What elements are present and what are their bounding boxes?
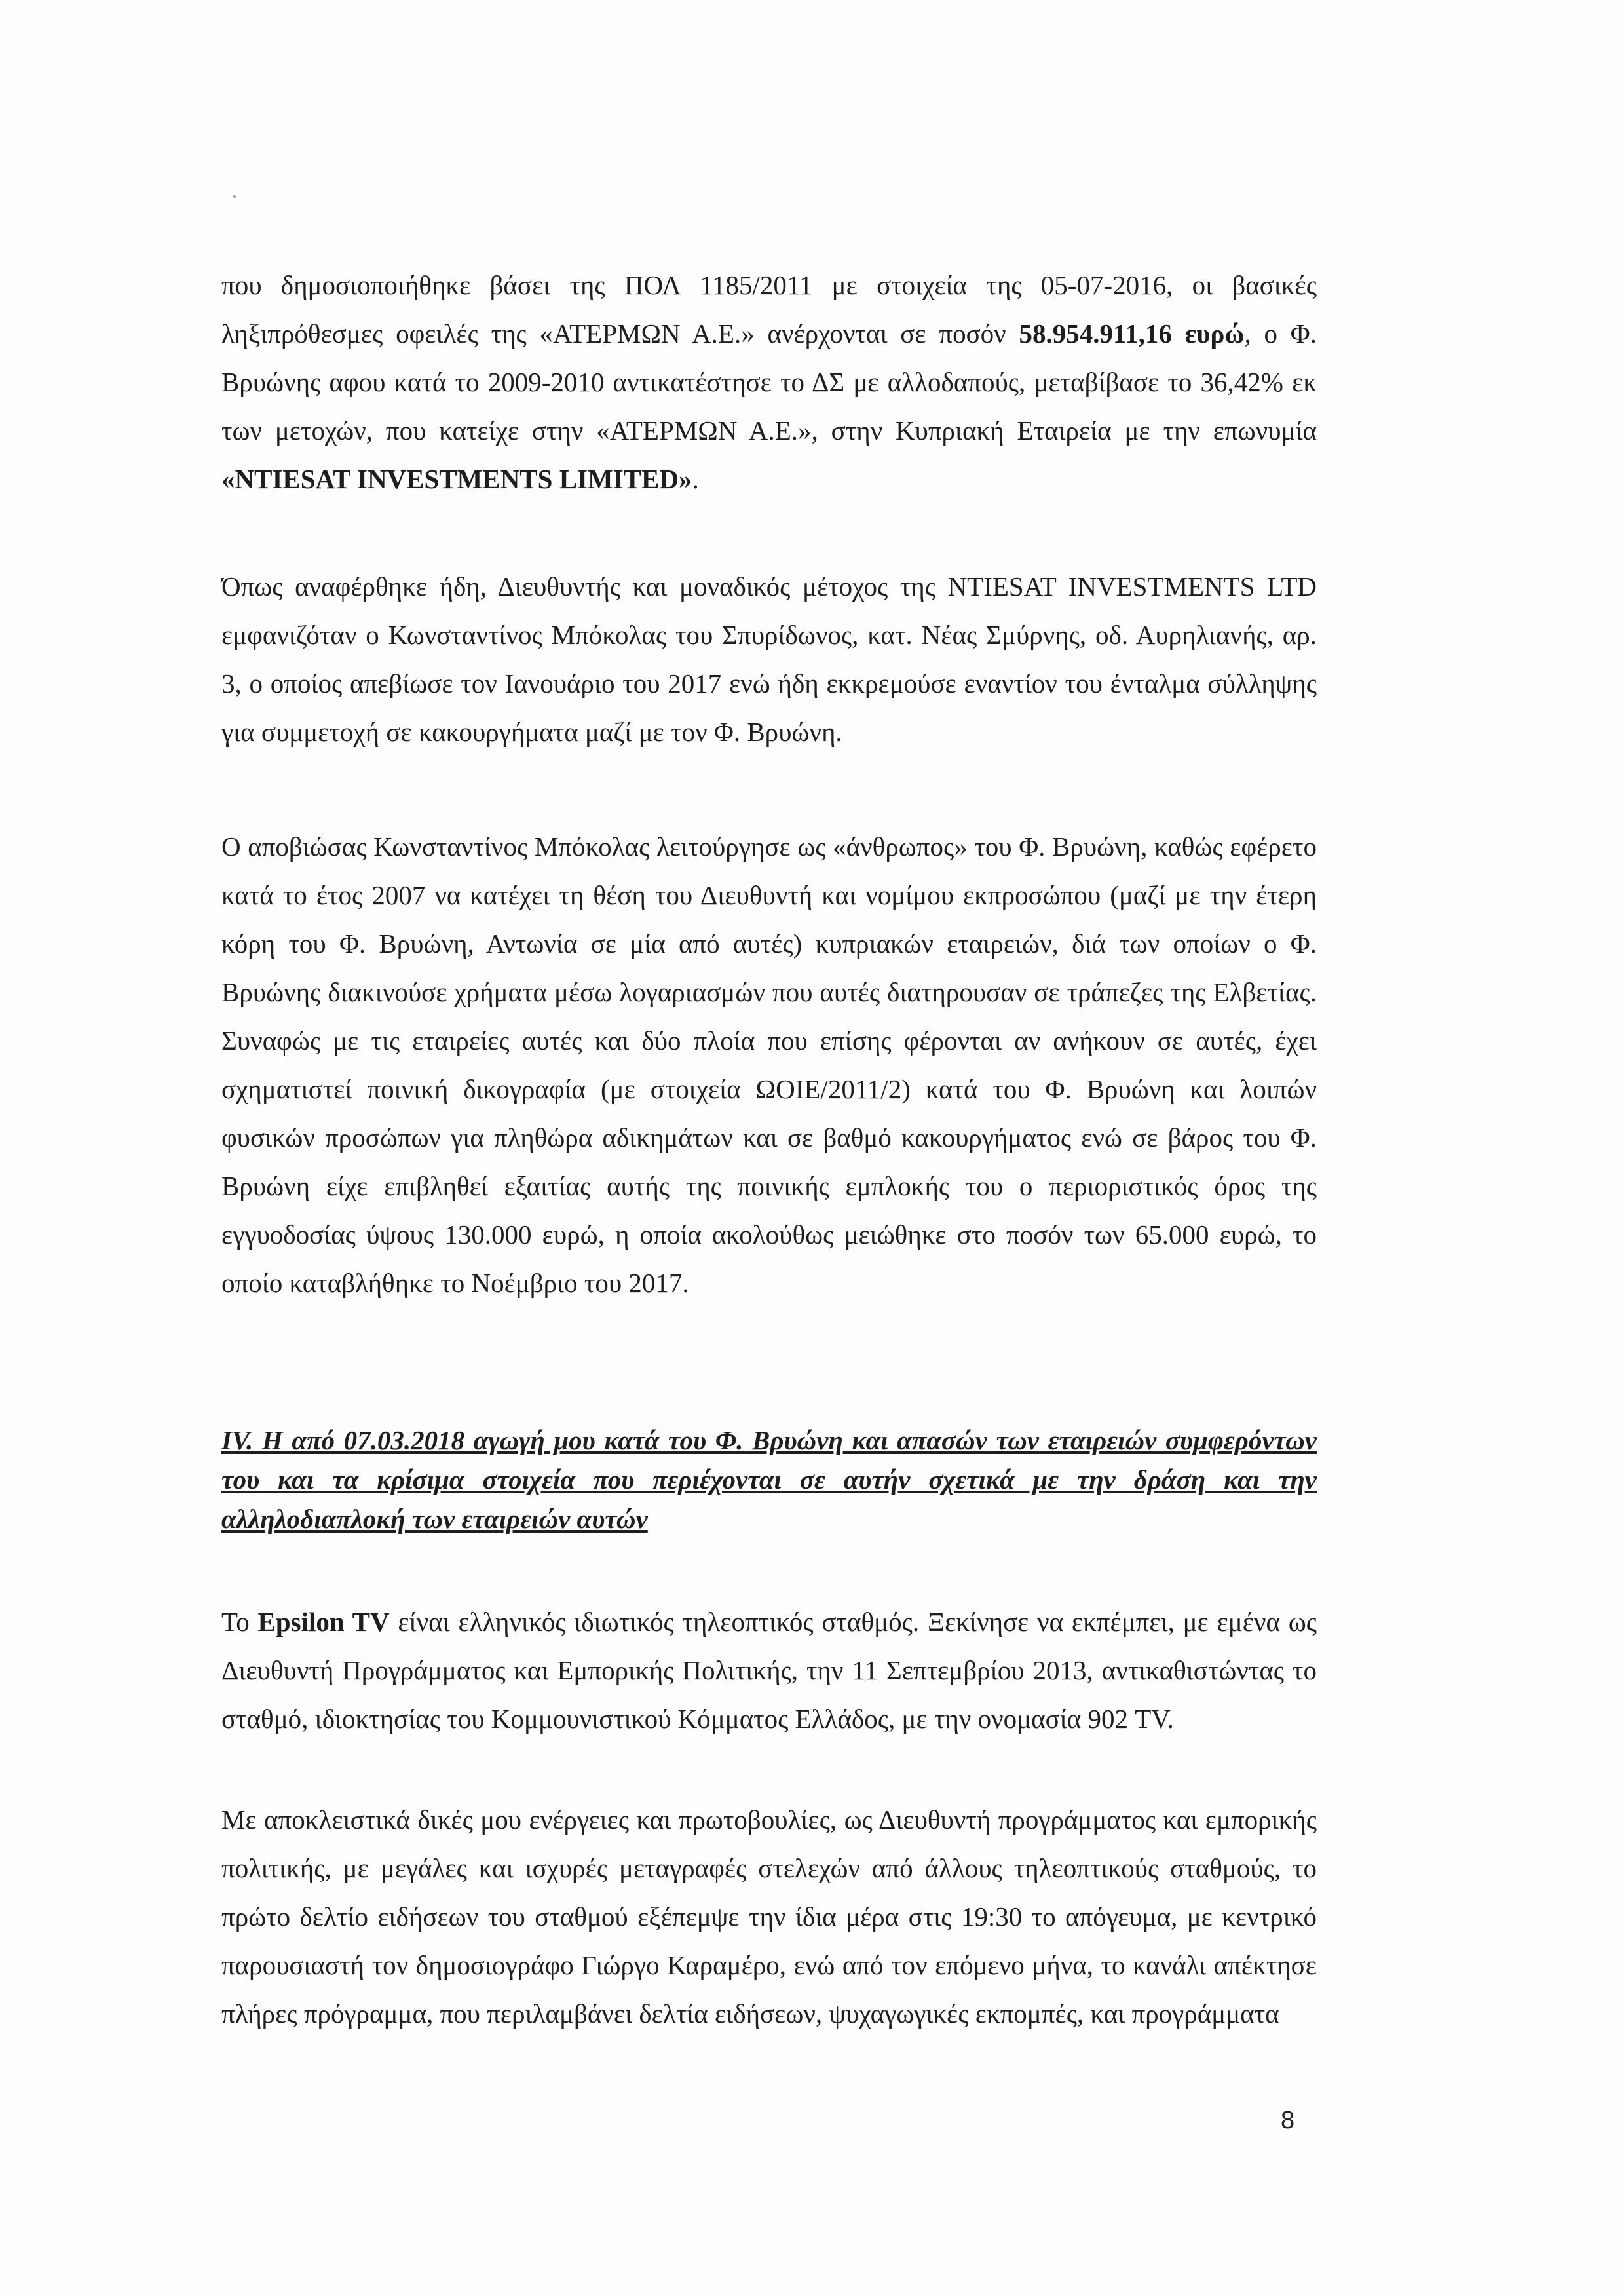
paragraph-1-text-c: .: [692, 464, 699, 494]
paragraph-1-amount: 58.954.911,16 ευρώ: [1019, 318, 1245, 349]
paragraph-4-text-a: Το: [221, 1607, 258, 1637]
paragraph-1-text-a: που δημοσιοποιήθηκε βάσει της ΠΟΛ 1185/2011 με στοιχεία της 05-07-2016, οι βασικές ληξιπρόθεσμες οφειλές της «ΑΤΕΡΜΩΝ Α.Ε.» ανέρχονται σε ποσόν: [221, 270, 1317, 349]
paragraph-4-channel-name: Epsilon TV: [257, 1607, 390, 1637]
paragraph-3: Ο αποβιώσας Κωνσταντίνος Μπόκολας λειτούργησε ως «άνθρωπος» του Φ. Βρυώνη, καθώς εφέρετο κατά το έτος 2007 να κατέχει τη θέση του Διευθυντή και νομίμου εκπροσώπου (μαζί με την έτερη κόρη του Φ. Βρυώνη, Αντωνία σε μία από αυτές) κυπριακών εταιρειών, διά των οποίων ο Φ. Βρυώνης διακινούσε χρήματα μέσω λογαριασμών που αυτές διατηρουσαν σε τράπεζες της Ελβετίας. Συναφώς με τις εταιρείες αυτές και δύο πλοία που επίσης φέρονται αν ανήκουν σε αυτές, έχει σχηματιστεί ποινική δικογραφία (με στοιχεία ΩΟΙΕ/2011/2) κατά του Φ. Βρυώνη και λοιπών φυσικών προσώπων για πληθώρα αδικημάτων και σε βαθμό κακουργήματος ενώ σε βάρος του Φ. Βρυώνη είχε επιβληθεί εξαιτίας αυτής της ποινικής εμπλοκής του ο περιοριστικός όρος της εγγυοδοσίας ύψους 130.000 ευρώ, η οποία ακολούθως μειώθηκε στο ποσόν των 65.000 ευρώ, το οποίο καταβλήθηκε το Νοέμβριο του 2017.: [221, 832, 1317, 1298]
paragraph-4-text-b: είναι ελληνικός ιδιωτικός τηλεοπτικός σταθμός. Ξεκίνησε να εκπέμπει, με εμένα ως Διευθυντή Προγράμματος και Εμπορικής Πολιτικής, την 11 Σεπτεμβρίου 2013, αντικαθιστώντας το σταθμό, ιδιοκτησίας του Κομμουνιστικού Κόμματος Ελλάδος, με την ονομασία 902 TV.: [221, 1607, 1317, 1734]
paragraph-5: Με αποκλειστικά δικές μου ενέργειες και πρωτοβουλίες, ως Διευθυντή προγράμματος και εμπορικής πολιτικής, με μεγάλες και ισχυρές μεταγραφές στελεχών από άλλους τηλεοπτικούς σταθμούς, το πρώτο δελτίο ειδήσεων του σταθμού εξέπεμψε την ίδια μέρα στις 19:30 το απόγευμα, με κεντρικό παρουσιαστή τον δημοσιογράφο Γιώργο Καραμέρο, ενώ από τον επόμενο μήνα, το κανάλι απέκτησε πλήρες πρόγραμμα, που περιλαμβάνει δελτία ειδήσεων, ψυχαγωγικές εκπομπές, και προγράμματα: [221, 1805, 1317, 2029]
section-heading: IV. Η από 07.03.2018 αγωγή μου κατά του Φ. Βρυώνη και απασών των εταιρειών συμφερόντων του και τα κρίσιμα στοιχεία που περιέχονται σε αυτήν σχετικά με την δράση και την αλληλοδιαπλοκή των εταιρειών αυτών: [221, 1425, 1317, 1534]
paragraph-1-company-name: «NTIESAT INVESTMENTS LIMITED»: [221, 464, 692, 494]
paragraph-2: Όπως αναφέρθηκε ήδη, Διευθυντής και μοναδικός μέτοχος της NTIESAT INVESTMENTS LTD εμφανιζόταν ο Κωνσταντίνος Μπόκολας του Σπυρίδωνος, κατ. Νέας Σμύρνης, οδ. Αυρηλιανής, αρ. 3, ο οποίος απεβίωσε τον Ιανουάριο του 2017 ενώ ήδη εκκρεμούσε εναντίον του ένταλμα σύλληψης για συμμετοχή σε κακουργήματα μαζί με τον Φ. Βρυώνη.: [221, 571, 1317, 747]
paragraph-1-text-b: , ο Φ. Βρυώνης αφου κατά το 2009-2010 αντικατέστησε το ΔΣ με αλλοδαπούς, μεταβίβασε το 36,42% εκ των μετοχών, που κατείχε στην «ΑΤΕΡΜΩΝ Α.Ε.», στην Κυπριακή Εταιρεία με την επωνυμία: [221, 318, 1317, 446]
paragraph-1: [221, 261, 1317, 503]
page-number: 8: [1281, 2107, 1295, 2134]
scan-speck: [233, 195, 236, 198]
paragraph-4: [221, 1598, 1317, 1743]
